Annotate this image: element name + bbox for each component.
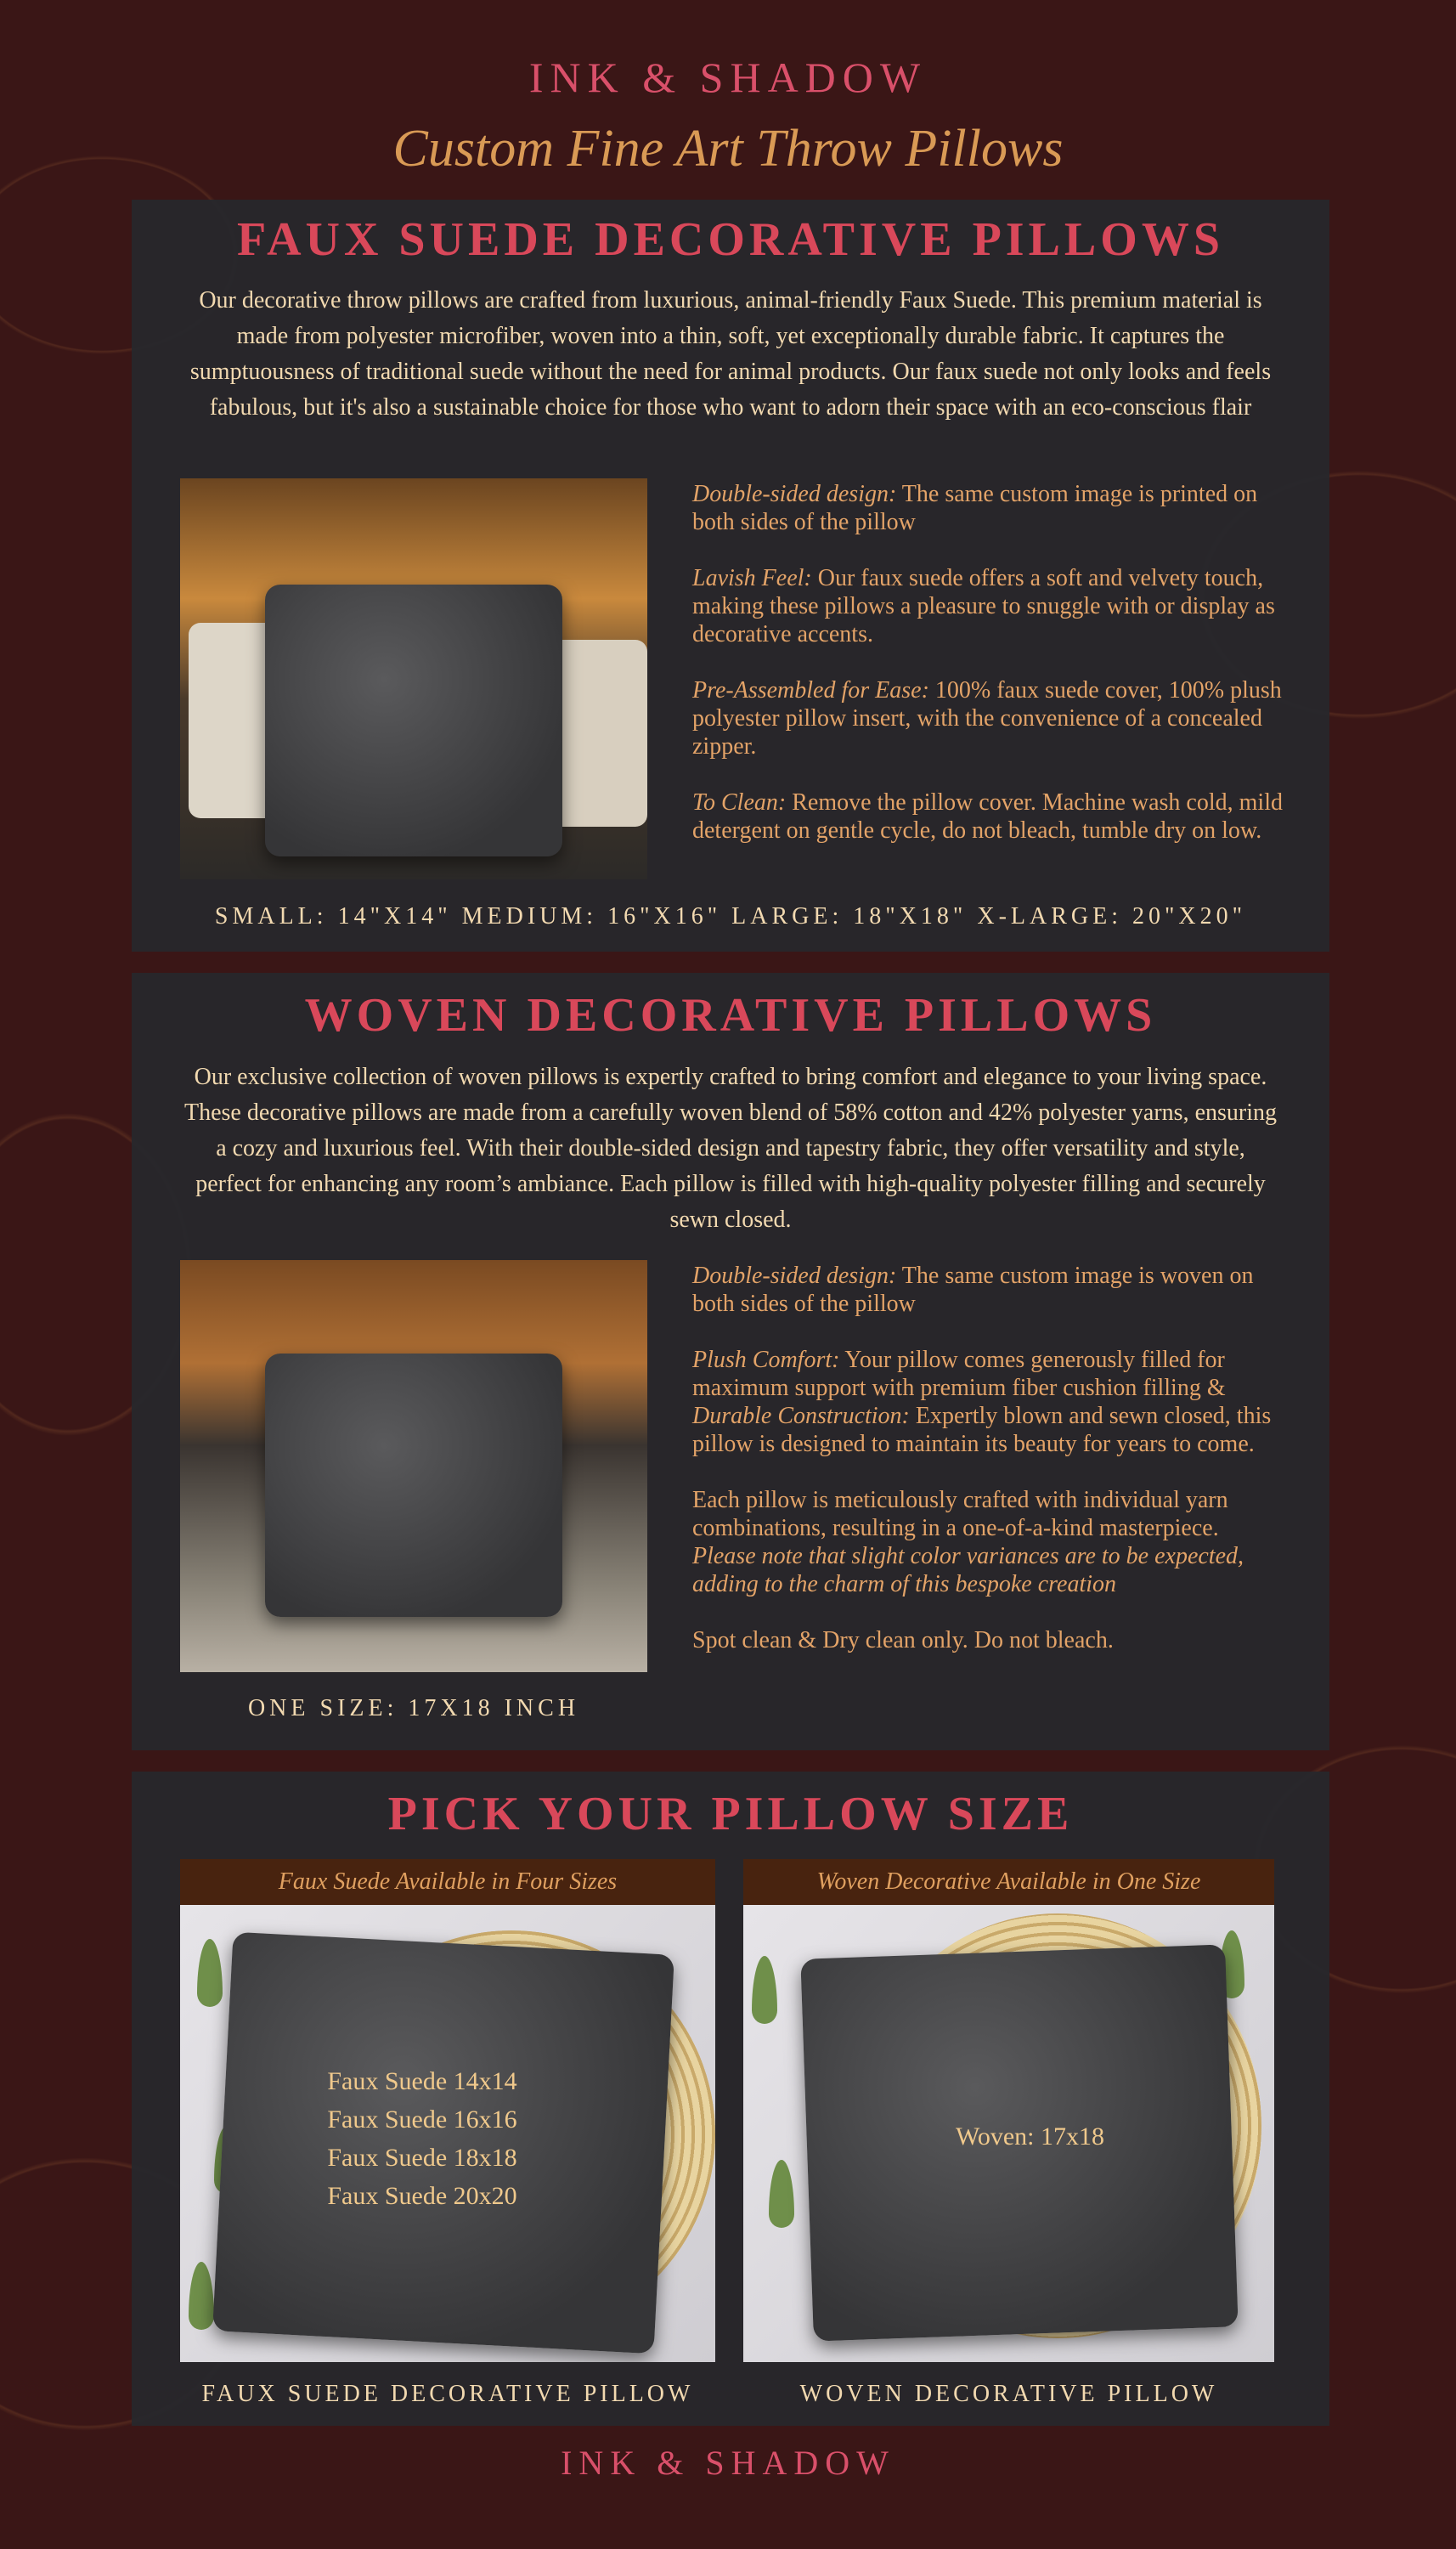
feature-item: Lavish Feel: Our faux suede offers a soft and velvety touch, making these pillows a pleasure to snuggle with or display as decorative accents. [692, 565, 1275, 647]
feature-item: To Clean: Remove the pillow cover. Machine wash cold, mild detergent on gentle cycle, do not bleach, tumble dry on low. [692, 789, 1283, 844]
footer-brand: INK & SHADOW [561, 2444, 895, 2482]
faux-suede-size-list: Faux Suede 14x14 Faux Suede 16x16 Faux Suede 18x18 Faux Suede 20x20 [327, 2067, 517, 2210]
faux-suede-banner: Faux Suede Available in Four Sizes [180, 1859, 715, 1905]
woven-panel [132, 973, 1329, 1750]
feature-item: Double-sided design: The same custom image is woven on both sides of the pillow [692, 1263, 1254, 1317]
woven-product-photo [180, 1260, 647, 1672]
woven-features [692, 1262, 1287, 1682]
faux-suede-heading: FAUX SUEDE DECORATIVE PILLOWS [237, 213, 1224, 266]
size-picker-heading: PICK YOUR PILLOW SIZE [387, 1788, 1074, 1840]
size-picker-panel [132, 1772, 1329, 2426]
faux-suede-features [692, 480, 1287, 873]
woven-size: ONE SIZE: 17X18 INCH [247, 1695, 580, 1721]
feature-item: Each pillow is meticulously crafted with individual yarn combinations, resulting in a one-of-a-kind masterpiece. Please note that slight color variances are to be expected, adding to the charm of this bespoke creation [692, 1487, 1244, 1597]
woven-caption: WOVEN DECORATIVE PILLOW [799, 2381, 1218, 2407]
feature-item: Pre-Assembled for Ease: 100% faux suede cover, 100% plush polyester pillow insert, with the convenience of a concealed zipper. [692, 677, 1282, 760]
subtitle: Custom Fine Art Throw Pillows [392, 120, 1064, 178]
faux-suede-panel [132, 200, 1329, 952]
woven-size-label: Woven: 17x18 [955, 2122, 1105, 2151]
faux-suede-product-photo [180, 478, 647, 879]
woven-size-option[interactable] [743, 1905, 1274, 2362]
feature-item: Plush Comfort: Your pillow comes generously filled for maximum support with premium fiber cushion filling & Durable Construction: Expertly blown and sewn closed, this pillow is designed to maintain its beauty for years to come. [692, 1347, 1272, 1457]
woven-intro: Our exclusive collection of woven pillows is expertly crafted to bring comfort and elegance to your living space. These decorative pillows are made from a carefully woven blend of 58% cotton and 42% polyester yarns, ensuring a cozy and luxurious feel. With their double-sided design and tapestry fabric, they offer versatility and style, perfect for enhancing any room’s ambiance. Each pillow is filled with high-quality polyester filling and securely sewn closed. [183, 1064, 1278, 1233]
woven-heading: WOVEN DECORATIVE PILLOWS [304, 989, 1157, 1042]
faux-suede-sizes: SMALL: 14"X14" MEDIUM: 16"X16" LARGE: 18"X18" X-LARGE: 20"X20" [214, 903, 1247, 930]
faux-suede-caption: FAUX SUEDE DECORATIVE PILLOW [201, 2381, 694, 2407]
woven-banner: Woven Decorative Available in One Size [743, 1859, 1274, 1905]
feature-item: Double-sided design: The same custom image is printed on both sides of the pillow [692, 481, 1258, 535]
brand-title: INK & SHADOW [528, 54, 928, 101]
feature-item: Spot clean & Dry clean only. Do not bleach. [692, 1627, 1114, 1653]
faux-suede-intro: Our decorative throw pillows are crafted from luxurious, animal-friendly Faux Suede. This premium material is made from polyester microfiber, woven into a thin, soft, yet exceptionally durable fabric. It captures the sumptuousness of traditional suede without the need for animal products. Our faux suede not only looks and feels fabulous, but it's also a sustainable choice for those who want to adorn their space with an eco-conscious flair [189, 287, 1272, 421]
faux-suede-size-option[interactable] [180, 1905, 715, 2362]
